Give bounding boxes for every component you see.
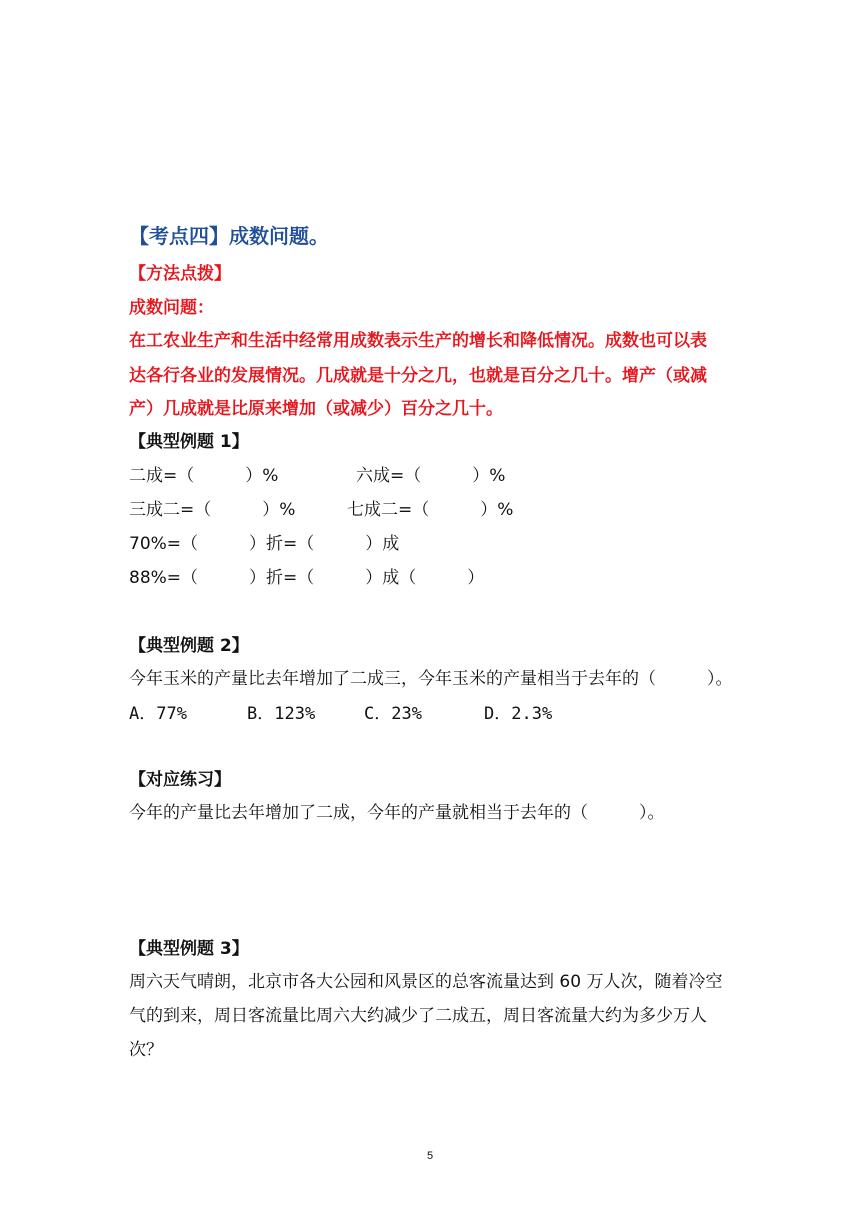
example3-heading: 【典型例题 3】 xyxy=(129,939,249,959)
method-subheading: 成数问题： xyxy=(129,298,214,318)
method-line-1: 在工农业生产和生活中经常用成数表示生产的增长和降低情况。成数也可以表 xyxy=(129,331,707,351)
practice-question: 今年的产量比去年增加了二成，今年的产量就相当于去年的（ ）。 xyxy=(129,803,665,823)
example2-option-d: D．2.3% xyxy=(484,704,553,724)
practice-heading: 【对应练习】 xyxy=(129,770,231,790)
example2-option-c: C．23% xyxy=(364,704,422,724)
method-line-3: 产）几成就是比原来增加（或减少）百分之几十。 xyxy=(129,399,503,419)
section-title: 【考点四】成数问题。 xyxy=(129,224,329,248)
example3-line-1: 周六天气晴朗，北京市各大公园和风景区的总客流量达到 60 万人次，随着冷空 xyxy=(129,972,723,992)
method-line-2: 达各行各业的发展情况。几成就是十分之几，也就是百分之几十。增产（或减 xyxy=(129,366,707,386)
example1-item: 二成=（ ）% xyxy=(129,466,279,486)
example1-item: 六成=（ ）% xyxy=(356,466,506,486)
example3-line-3: 次？ xyxy=(129,1040,163,1060)
page-number: 5 xyxy=(426,1150,434,1162)
example3-line-2: 气的到来，周日客流量比周六大约减少了二成五，周日客流量大约为多少万人 xyxy=(129,1006,707,1026)
example2-option-b: B．123% xyxy=(247,704,316,724)
example2-option-a: A．77% xyxy=(129,704,187,724)
example1-item: 七成二=（ ）% xyxy=(347,500,514,520)
example1-item: 70%=（ ）折=（ ）成 xyxy=(129,534,400,554)
example1-item: 88%=（ ）折=（ ）成（ ） xyxy=(129,568,485,588)
method-heading: 【方法点拨】 xyxy=(129,264,231,284)
example1-heading: 【典型例题 1】 xyxy=(129,432,249,452)
example2-question: 今年玉米的产量比去年增加了二成三，今年玉米的产量相当于去年的（ ）。 xyxy=(129,669,733,689)
example2-heading: 【典型例题 2】 xyxy=(129,636,249,656)
example1-item: 三成二=（ ）% xyxy=(129,500,296,520)
